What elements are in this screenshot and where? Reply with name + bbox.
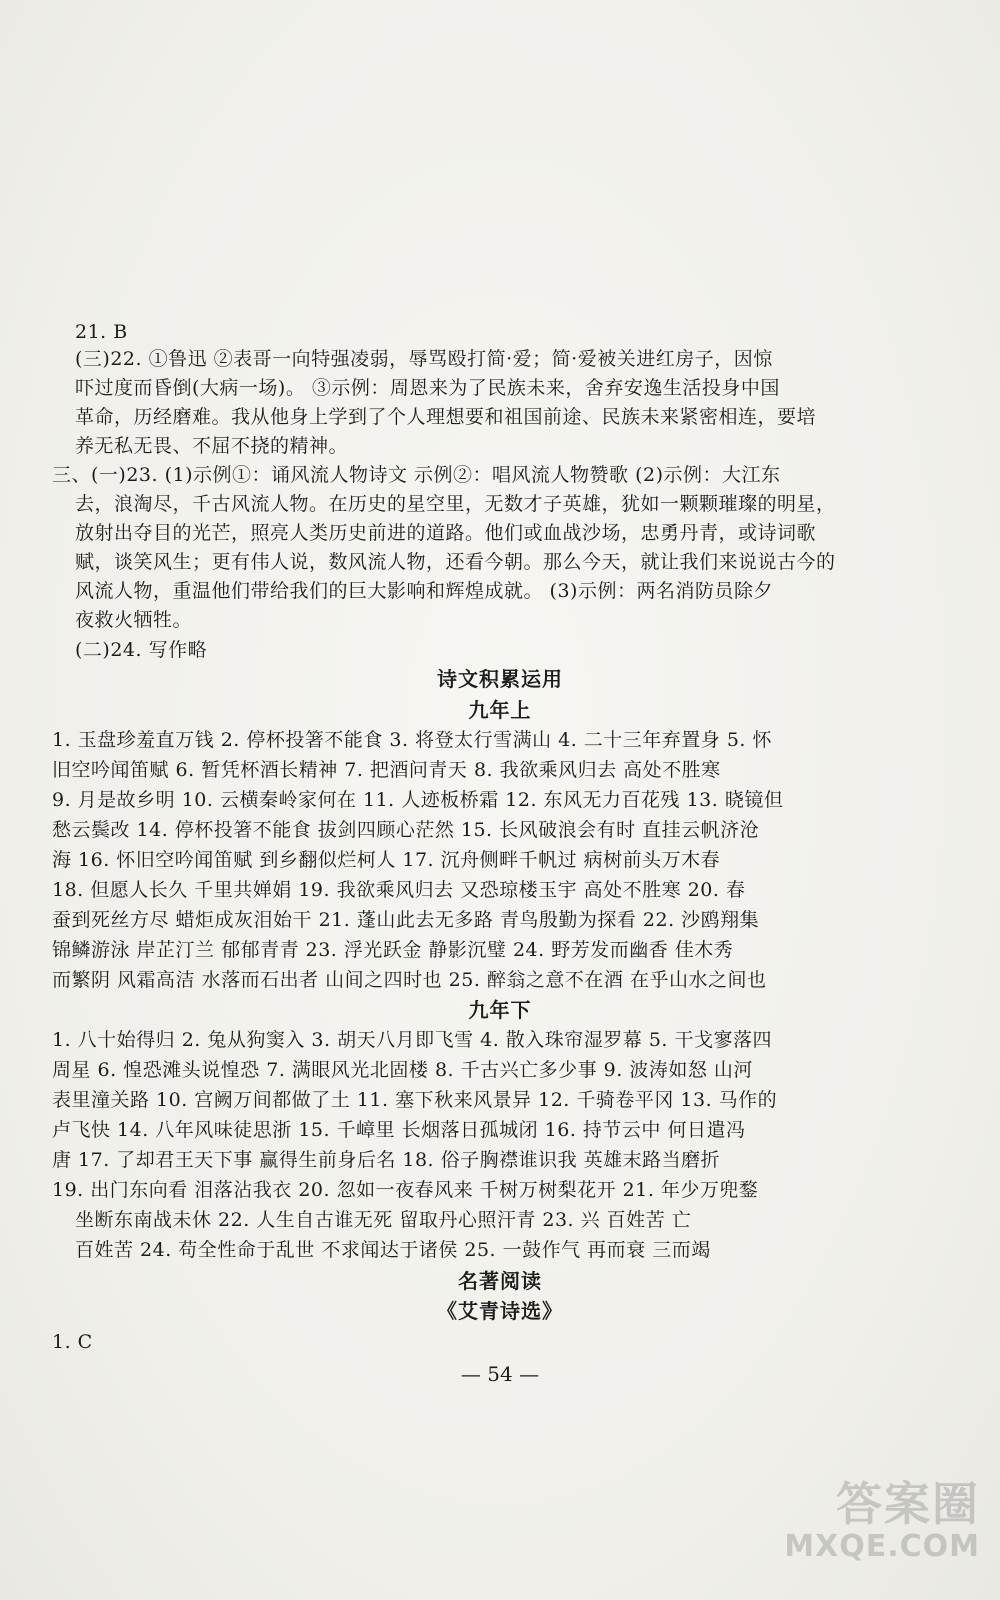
subsection-title-grade9-first: 九年上 xyxy=(468,698,532,722)
poetry-answer-line: 周星 6. 惶恐滩头说惶恐 7. 满眼风光北固楼 8. 千古兴亡多少事 9. 波涛如怒 山河 xyxy=(52,1059,753,1081)
answer-part3-line: (三)22. ①鲁迅 ②表哥一向特强凌弱，辱骂殴打简·爱；简·爱被关进红房子，因惊 xyxy=(75,348,773,370)
answer-q24: (二)24. 写作略 xyxy=(75,639,208,661)
answer-part-three-line: 赋，谈笑风生；更有伟人说，数风流人物，还看今朝。那么今天，就让我们来说说古今的 xyxy=(75,551,836,573)
book-title: 《艾青诗选》 xyxy=(437,1299,563,1323)
poetry-answer-line: 9. 月是故乡明 10. 云横秦岭家何在 11. 人迹板桥霜 12. 东风无力百花残 13. 晓镜但 xyxy=(52,789,784,811)
poetry-answer-line: 18. 但愿人长久 千里共婵娟 19. 我欲乘风归去 又恐琼楼玉宇 高处不胜寒 20. 春 xyxy=(52,879,746,901)
watermark-url: MXQE.COM xyxy=(784,1529,980,1564)
watermark-brand: 答案圈 xyxy=(836,1477,980,1531)
page-number: — 54 — xyxy=(460,1362,540,1386)
poetry-answer-line: 唐 17. 了却君王天下事 赢得生前身后名 18. 俗子胸襟谁识我 英雄末路当磨折 xyxy=(52,1149,721,1171)
answer-part3-line: 养无私无畏、不屈不挠的精神。 xyxy=(75,435,349,457)
subsection-title-grade9-second: 九年下 xyxy=(468,998,532,1022)
answer-part-three-line: 夜救火牺牲。 xyxy=(75,609,193,631)
poetry-answer-line: 蚕到死丝方尽 蜡炬成灰泪始干 21. 蓬山此去无多路 青鸟殷勤为探看 22. 沙鸥翔集 xyxy=(52,909,760,931)
poetry-answer-line: 愁云鬓改 14. 停杯投箸不能食 拔剑四顾心茫然 15. 长风破浪会有时 直挂云帆济沧 xyxy=(52,819,760,841)
poetry-answer-line: 1. 八十始得归 2. 兔从狗窦入 3. 胡天八月即飞雪 4. 散入珠帘湿罗幕 5. 干戈寥落四 xyxy=(52,1029,772,1051)
poetry-answer-line: 表里潼关路 10. 宫阙万间都做了土 11. 塞下秋来风景异 12. 千骑卷平冈 13. 马作的 xyxy=(52,1089,778,1111)
poetry-answer-line: 旧空吟闻笛赋 6. 暂凭杯酒长精神 7. 把酒问青天 8. 我欲乘风归去 高处不胜寒 xyxy=(52,759,721,781)
poetry-answer-line: 坐断东南战未休 22. 人生自古谁无死 留取丹心照汗青 23. 兴 百姓苦 亡 xyxy=(75,1209,692,1231)
answer-part-three-line: 风流人物，重温他们带给我们的巨大影响和辉煌成就。 (3)示例：两名消防员除夕 xyxy=(75,580,773,602)
watermark-logo xyxy=(750,1478,980,1564)
section-title-poetry: 诗文积累运用 xyxy=(437,667,563,691)
poetry-answer-line: 海 16. 怀旧空吟闻笛赋 到乡翻似烂柯人 17. 沉舟侧畔千帆过 病树前头万木春 xyxy=(52,849,721,871)
poetry-answer-line: 19. 出门东向看 泪落沾我衣 20. 忽如一夜春风来 千树万树梨花开 21. 年少万兜鍪 xyxy=(52,1179,759,1201)
answer-part-three-line: 三、(一)23. (1)示例①：诵风流人物诗文 示例②：唱风流人物赞歌 (2)示例：大江东 xyxy=(52,464,781,486)
answer-part3-line: 革命，历经磨难。我从他身上学到了个人理想要和祖国前途、民族未来紧密相连，要培 xyxy=(75,406,817,428)
poetry-answer-line: 1. 玉盘珍羞直万钱 2. 停杯投箸不能食 3. 将登太行雪满山 4. 二十三年弃置身 5. 怀 xyxy=(52,729,772,751)
answer-q21: 21. B xyxy=(75,321,128,343)
answer-part-three-line: 放射出夺目的光芒，照亮人类历史前进的道路。他们或血战沙场，忠勇丹青，或诗词歌 xyxy=(75,522,817,544)
answer-part-three-line: 去，浪淘尽，千古风流人物。在历史的星空里，无数才子英雄，犹如一颗颗璀璨的明星， xyxy=(75,493,836,515)
poetry-answer-line: 百姓苦 24. 苟全性命于乱世 不求闻达于诸侯 25. 一鼓作气 再而衰 三而竭 xyxy=(75,1239,711,1261)
poetry-answer-line: 卢飞快 14. 八年风味徒思浙 15. 千嶂里 长烟落日孤城闭 16. 持节云中 何日遣冯 xyxy=(52,1119,746,1141)
answer-part3-line: 吓过度而昏倒(大病一场)。 ③示例：周恩来为了民族未来，舍弃安逸生活投身中国 xyxy=(75,377,780,399)
poetry-answer-line: 锦鳞游泳 岸芷汀兰 郁郁青青 23. 浮光跃金 静影沉璧 24. 野芳发而幽香 佳木秀 xyxy=(52,939,734,961)
answer-classics-q1: 1. C xyxy=(52,1331,93,1353)
section-title-classics: 名著阅读 xyxy=(458,1269,542,1293)
poetry-answer-line: 而繁阴 风霜高洁 水落而石出者 山间之四时也 25. 醉翁之意不在酒 在乎山水之间也 xyxy=(52,969,767,991)
